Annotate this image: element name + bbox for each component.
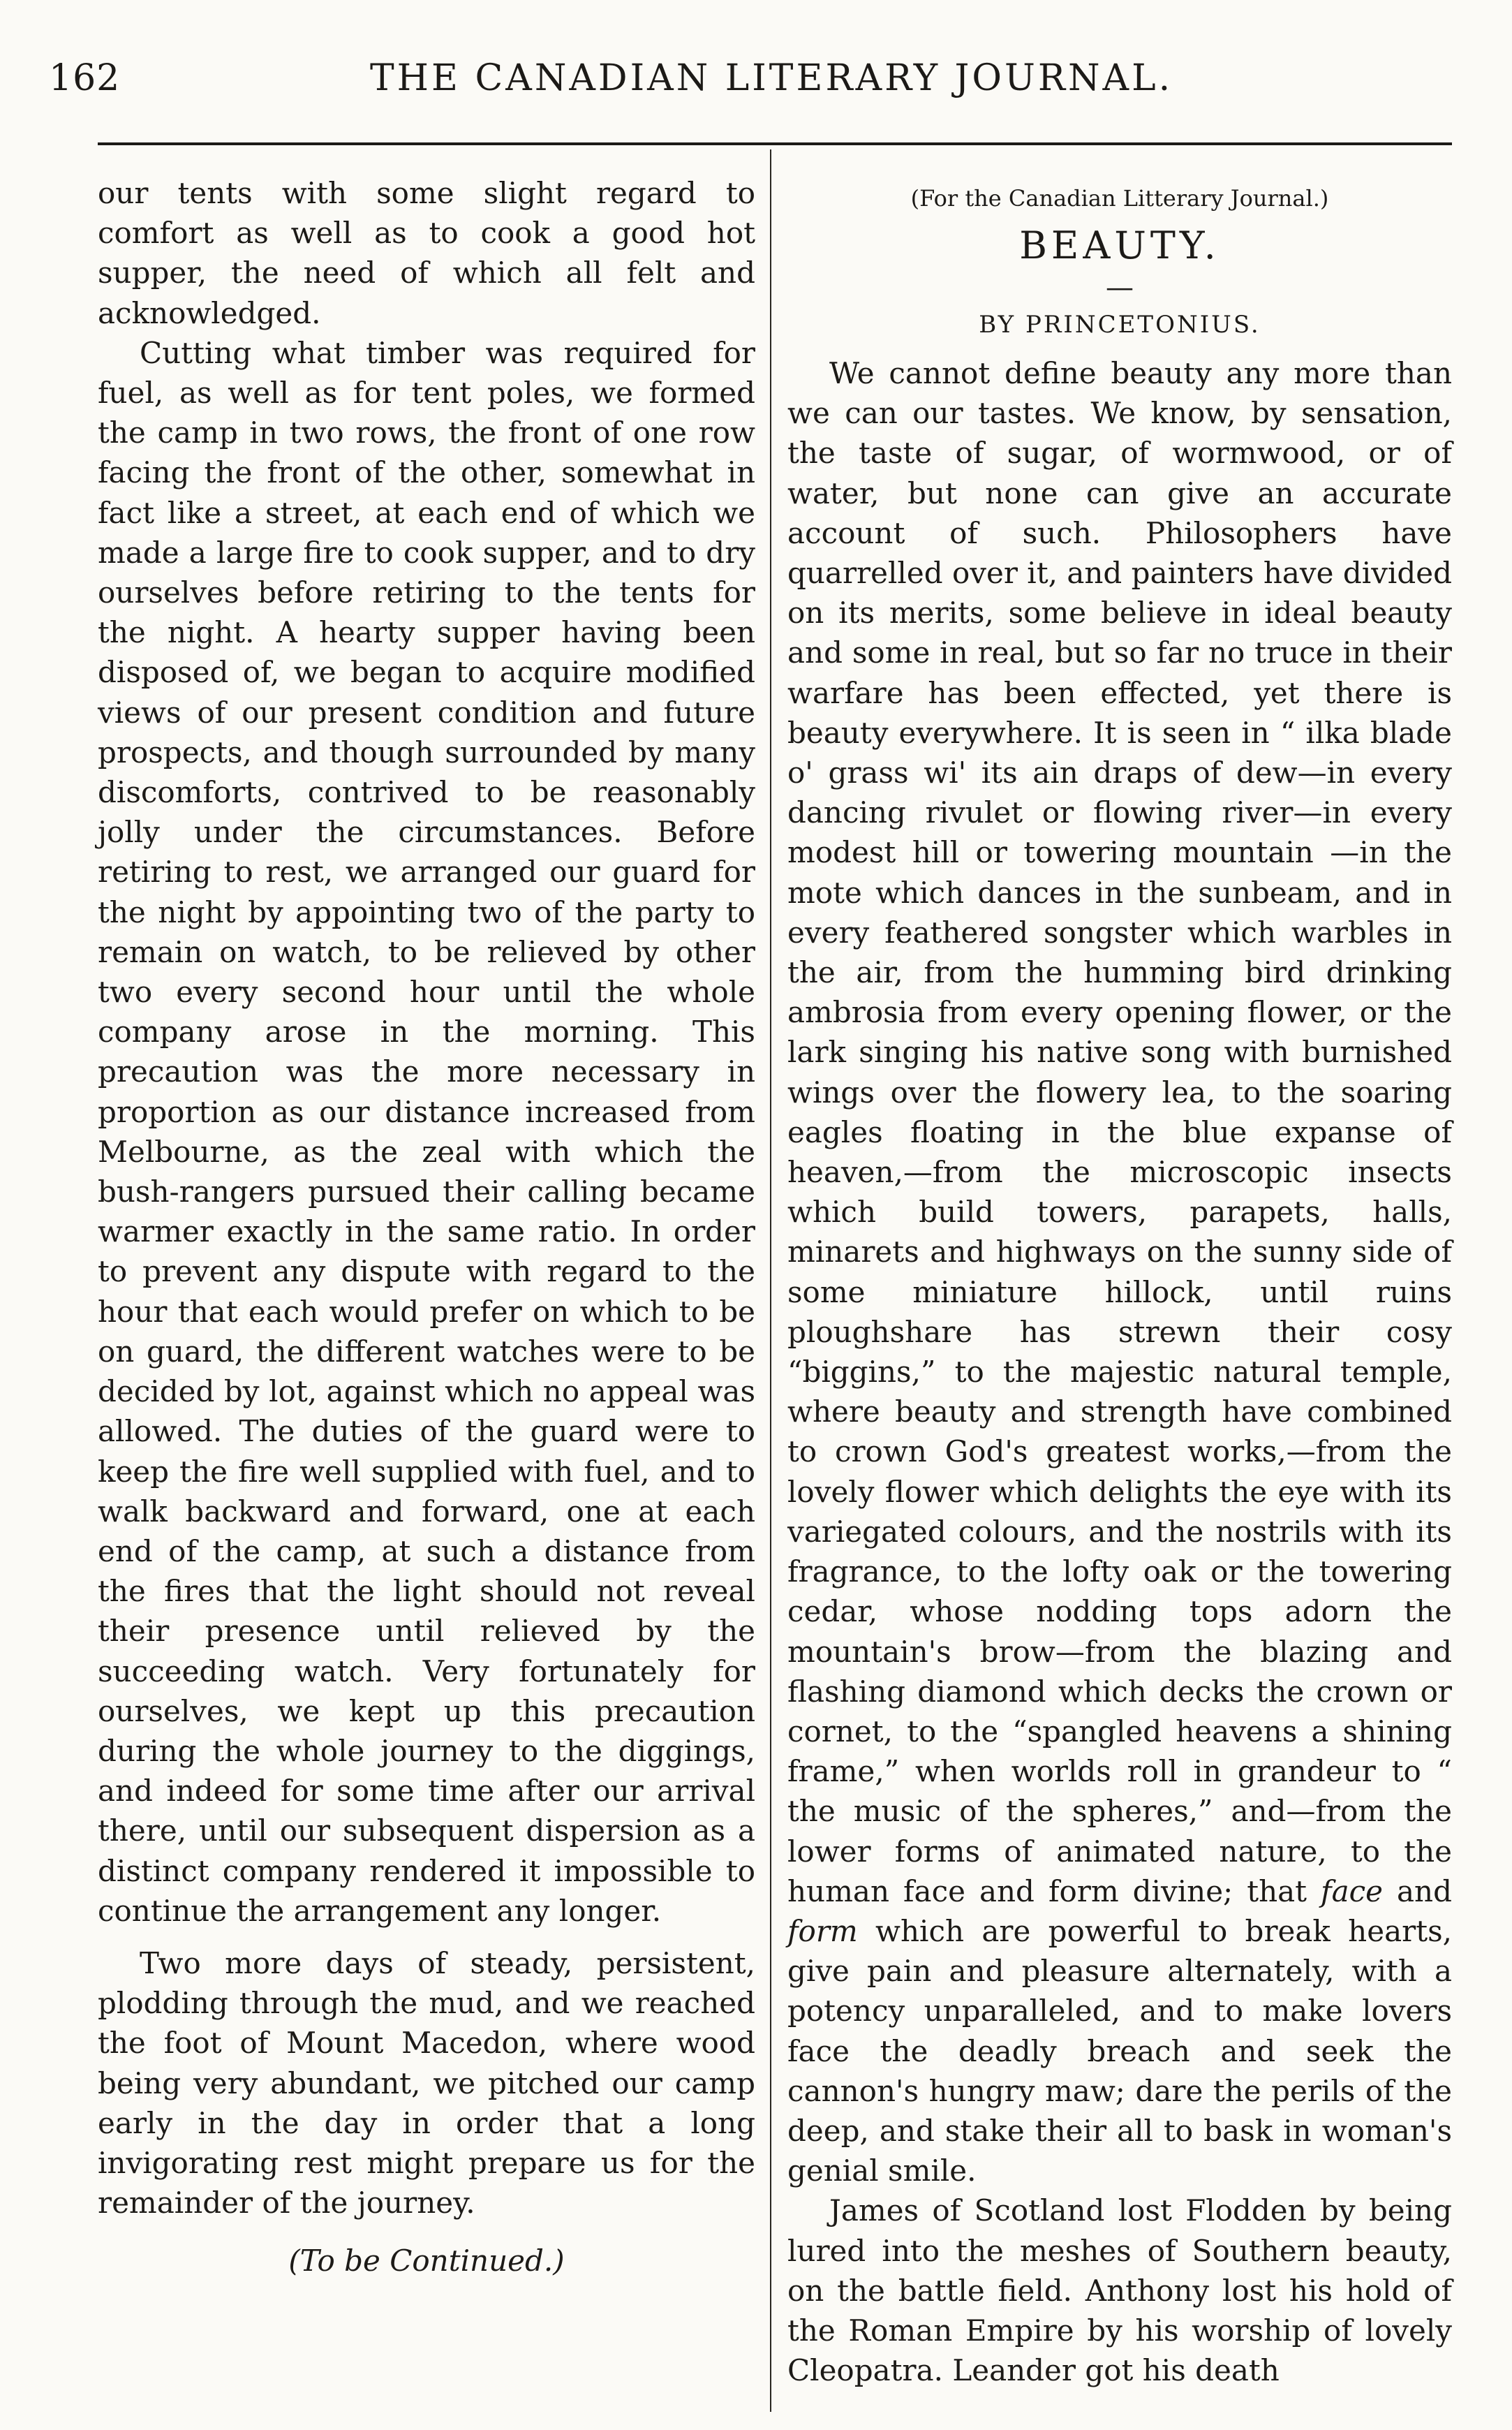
paragraph: our tents with some slight regard to comfort as well as to cook a good hot supper, the need of which all felt and acknowledged. (98, 176, 755, 330)
continued-note: (To be Continued.) (288, 2244, 565, 2278)
page-number: 162 (49, 57, 121, 99)
paragraph: James of Scotland lost Flodden by being lured into the meshes of Southern beauty, on the battle field. Anthony lost his hold of the Roman Empire by his worship of lovely Cleopatra. Leander got his death (787, 2193, 1452, 2388)
paragraph-text: We cannot define beauty any more than we can our tastes. We know, by sensation, the taste of sugar, of wormwood, or of water, but none can give an accurate account of such. Philosophers have quarrelled over it, and painters have divided on its merits, some believe in ideal beauty and some in real, but so far no truce in their warfare has been effected, yet there is beauty everywhere. It is seen in “ ilka blade o' grass wi' its ain draps of dew—in every dancing rivulet or flowing river—in every modest hill or towering mountain —in the mote which dances in the sunbeam, and in every feathered songster which warbles in the air, from the humming bird drinking ambrosia from every opening flower, or the lark singing his native song with burnished wings over the flowery lea, to the soaring eagles floating in the blue expanse of heaven,—from the microscopic insects which build towers, parapets, halls, minarets and highways on the sunny side of some miniature hillock, until ruins ploughshare has strewn their cosy “biggins,” to the majestic natural temple, where beauty and strength have combined to crown God's greatest works,—from the lovely flower which delights the eye with its variegated colours, and the nostrils with its fragrance, to the lofty oak or the towering cedar, whose nodding tops adorn the mountain's brow—from the blazing and flashing diamond which decks the crown or cornet, to the “spangled heavens a shining frame,” when worlds roll in grandeur to “ the music of the spheres,” and—from the lower forms of animated nature, to the human face and form divine; that (787, 356, 1452, 1908)
right-column (787, 183, 1452, 2390)
article-credit: (For the Canadian Litterary Journal.) (910, 185, 1329, 212)
article-author: BY PRINCETONIUS. (979, 311, 1261, 339)
journal-title: THE CANADIAN LITERARY JOURNAL. (370, 57, 1173, 99)
italic-form: form (787, 1913, 858, 1948)
title-dash: — (1106, 272, 1134, 304)
paragraph: Cutting what timber was required for fuel, as well as for tent poles, we formed the camp in two rows, the front of one row facing the front of the other, somewhat in fact like a street, at each end of which we made a large fire to cook supper, and to dry ourselves before retiring to the tents for the night. A hearty supper having been disposed of, we began to acquire modified views of our present condition and future prospects, and though surrounded by many discomforts, contrived to be reasonably jolly under the circumstances. Before retiring to rest, we arranged our guard for the night by appointing two of the party to remain on watch, to be relieved by other two every second hour until the whole company arose in the morning. This precaution was the more necessary in proportion as our distance increased from Melbourne, as the zeal with which the bush-rangers pursued their calling became warmer exactly in the same ratio. In order to prevent any dispute with regard to the hour that each would prefer on which to be on guard, the different watches were to be decided by lot, against which no appeal was allowed. The duties of the guard were to keep the fire well supplied with fuel, and to walk backward and forward, one at each end of the camp, at such a distance from the fires that the light should not reveal their presence until relieved by the succeeding watch. Very fortunately for ourselves, we kept up this precaution during the whole journey to the diggings, and indeed for some time after our arrival there, until our subsequent dispersion as a distinct company rendered it impossible to continue the arrangement any longer. (98, 335, 755, 1928)
italic-face: face (1321, 1873, 1384, 1908)
article-title: BEAUTY. (1019, 223, 1220, 267)
column-rule (770, 149, 771, 2412)
left-column (98, 173, 755, 2281)
paragraph: Two more days of steady, persistent, plodding through the mud, and we reached the foot of Mount Macedon, where wood being very abundant, we pitched our camp early in the day in order that a long invigorating rest might prepare us for the remainder of the journey. (98, 1945, 755, 2221)
running-head (49, 57, 1452, 127)
paragraph-joiner: and (1383, 1873, 1452, 1908)
paragraph-tail: which are powerful to break hearts, give pain and pleasure alternately, with a potency unparalleled, and to make lovers face the deadly breach and seek the cannon's hungry maw; dare the perils of the deep, and stake their all to bask in woman's genial smile. (787, 1913, 1452, 2188)
header-rule (98, 142, 1452, 145)
paragraph (787, 353, 1452, 2190)
